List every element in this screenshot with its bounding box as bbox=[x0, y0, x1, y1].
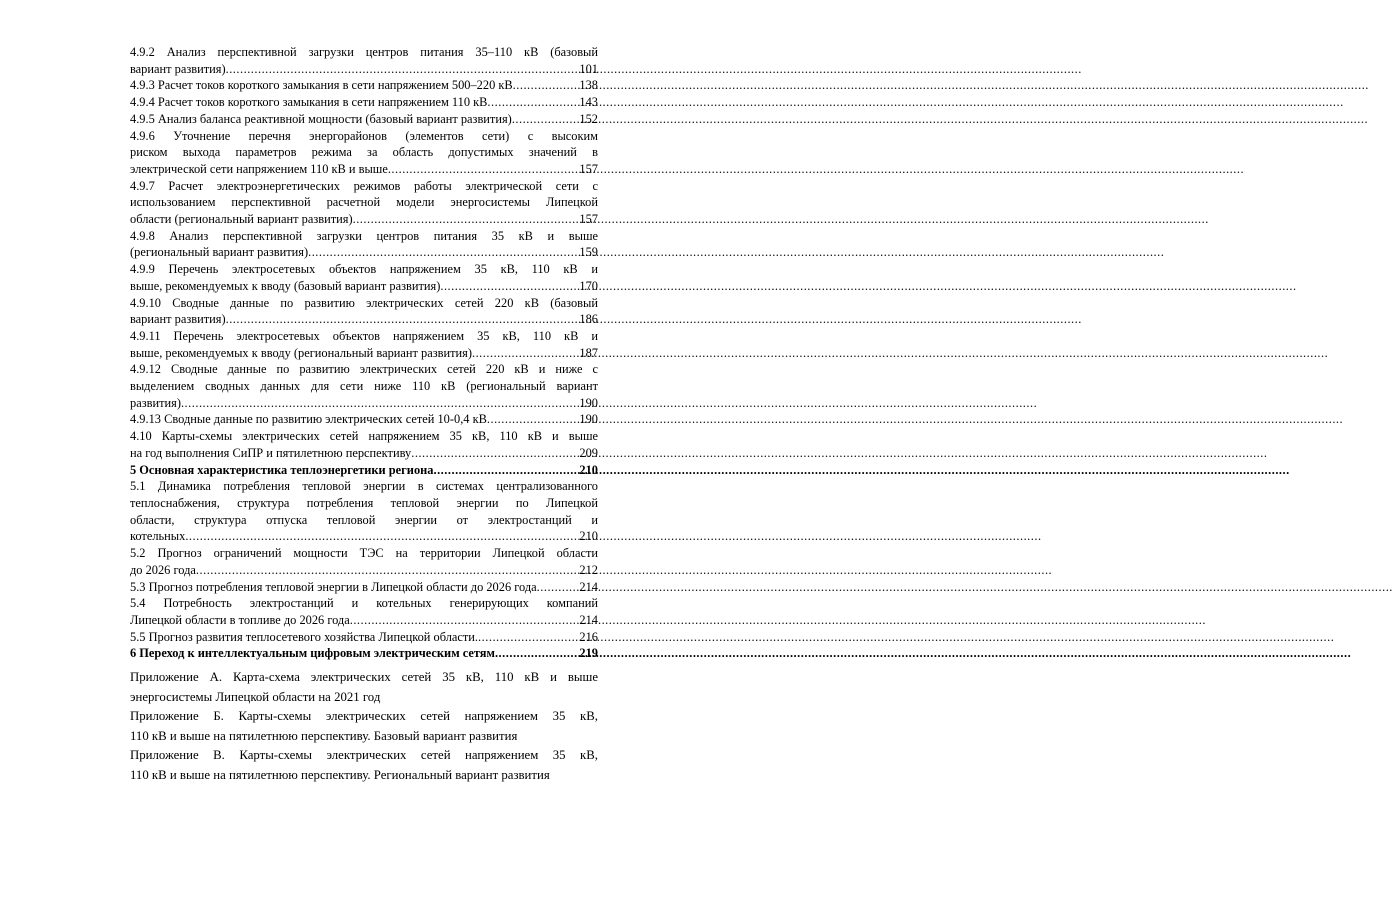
toc-page-number: 210 bbox=[579, 462, 598, 477]
appendix-title-line-1: Приложение А. Карта-схема электрических сетей 35 кВ, 110 кВ и выше bbox=[130, 670, 598, 685]
toc-entry[interactable] bbox=[130, 44, 598, 77]
toc-entry[interactable] bbox=[130, 228, 598, 261]
toc-entry[interactable] bbox=[130, 645, 598, 662]
toc-page-number: 187 bbox=[579, 345, 598, 360]
toc-entry-text-line: выделением сводных данных для сети ниже 110 кВ (региональный вариант bbox=[130, 379, 598, 394]
toc-page-number: 101 bbox=[579, 61, 598, 76]
toc-entry[interactable] bbox=[130, 462, 598, 479]
toc-page-number: 190 bbox=[579, 395, 598, 410]
toc-entry-text-line: риском выхода параметров режима за область допустимых значений в bbox=[130, 145, 598, 160]
toc-entry-text-line: использованием перспективной расчетной модели энергосистемы Липецкой bbox=[130, 195, 598, 210]
dot-leader bbox=[411, 445, 578, 462]
dot-leader bbox=[495, 645, 578, 662]
toc-entry-text-line: теплоснабжения, структура потребления тепловой энергии по Липецкой bbox=[130, 495, 598, 510]
dot-leader bbox=[308, 244, 578, 261]
toc-entry-last-line bbox=[130, 462, 598, 479]
toc-entry-title: 4.9.4 Расчет токов короткого замыкания в сети напряжением 110 кВ bbox=[130, 95, 488, 110]
toc-entry[interactable] bbox=[130, 545, 598, 578]
toc-entry-text-line: 5.1 Динамика потребления тепловой энергии в системах централизованного bbox=[130, 479, 598, 494]
toc-page-number: 143 bbox=[579, 95, 598, 110]
dot-leader bbox=[226, 311, 579, 328]
dot-leader bbox=[487, 94, 578, 111]
toc-page-number: 186 bbox=[579, 312, 598, 327]
dot-leader bbox=[478, 629, 578, 646]
dot-leader bbox=[226, 61, 579, 78]
toc-entry-last-line bbox=[130, 345, 598, 362]
toc-entry-last-line bbox=[130, 445, 598, 462]
toc-entry-title: выше, рекомендуемых к вводу (региональный вариант развития) bbox=[130, 345, 472, 360]
toc-page-number: 214 bbox=[579, 579, 598, 594]
dot-leader bbox=[440, 278, 578, 295]
table-of-contents bbox=[130, 44, 598, 785]
toc-entry-last-line bbox=[130, 311, 598, 328]
dot-leader bbox=[181, 395, 578, 412]
appendix-entry[interactable] bbox=[130, 707, 598, 746]
toc-entry-last-line bbox=[130, 579, 598, 596]
toc-entry[interactable] bbox=[130, 579, 598, 596]
toc-entry-text-line: области, структура отпуска тепловой энергии от электростанций и bbox=[130, 512, 598, 527]
toc-entry-title: развития) bbox=[130, 395, 181, 410]
dot-leader bbox=[185, 528, 578, 545]
toc-entry-text-line: 4.9.8 Анализ перспективной загрузки центров питания 35 кВ и выше bbox=[130, 228, 598, 243]
toc-entry-last-line bbox=[130, 612, 598, 629]
toc-entry-title: вариант развития) bbox=[130, 312, 226, 327]
toc-entry-text-line: 4.9.9 Перечень электросетевых объектов напряжением 35 кВ, 110 кВ и bbox=[130, 262, 598, 277]
appendix-title-line-1: Приложение В. Карты-схемы электрических сетей напряжением 35 кВ, bbox=[130, 748, 598, 763]
toc-entry-title: выше, рекомендуемых к вводу (базовый вариант развития) bbox=[130, 278, 441, 293]
toc-entry[interactable] bbox=[130, 128, 598, 178]
toc-entry-text-line: 5.2 Прогноз ограничений мощности ТЭС на территории Липецкой области bbox=[130, 546, 598, 561]
toc-entry-title: электрической сети напряжением 110 кВ и выше bbox=[130, 161, 388, 176]
toc-entry-title: (региональный вариант развития) bbox=[130, 245, 309, 260]
toc-entry-last-line bbox=[130, 211, 598, 228]
appendix-title-line-2: энергосистемы Липецкой области на 2021 год bbox=[130, 689, 381, 704]
toc-entry-last-line bbox=[130, 77, 598, 94]
toc-entry-text-line: 4.9.12 Сводные данные по развитию электрических сетей 220 кВ и ниже с bbox=[130, 362, 598, 377]
toc-entry-last-line bbox=[130, 645, 598, 662]
toc-entry-title: до 2026 года bbox=[130, 562, 196, 577]
toc-page-number: 212 bbox=[579, 562, 598, 577]
dot-leader bbox=[353, 211, 579, 228]
toc-page-number: 170 bbox=[579, 278, 598, 293]
toc-entry-title: котельных bbox=[130, 529, 186, 544]
toc-entry[interactable] bbox=[130, 295, 598, 328]
toc-entry-text-line: 4.9.11 Перечень электросетевых объектов напряжением 35 кВ, 110 кВ и bbox=[130, 328, 598, 343]
toc-page-number: 209 bbox=[579, 445, 598, 460]
dot-leader bbox=[196, 562, 579, 579]
toc-entry[interactable] bbox=[130, 595, 598, 628]
dot-leader bbox=[388, 161, 579, 178]
toc-page-number: 157 bbox=[579, 161, 598, 176]
toc-entry-text-line: 4.9.10 Сводные данные по развитию электрических сетей 220 кВ (базовый bbox=[130, 295, 598, 310]
toc-entry-last-line bbox=[130, 629, 598, 646]
toc-entry[interactable] bbox=[130, 411, 598, 428]
toc-entry[interactable] bbox=[130, 178, 598, 228]
appendix-title-line-1: Приложение Б. Карты-схемы электрических сетей напряжением 35 кВ, bbox=[130, 709, 598, 724]
toc-entry-last-line bbox=[130, 395, 598, 412]
toc-page-number: 157 bbox=[579, 212, 598, 227]
toc-entry-last-line bbox=[130, 528, 598, 545]
toc-entry-last-line bbox=[130, 278, 598, 295]
toc-entry[interactable] bbox=[130, 629, 598, 646]
toc-page-number: 210 bbox=[579, 529, 598, 544]
toc-entry-title: 5 Основная характеристика теплоэнергетики региона bbox=[130, 462, 434, 477]
dot-leader bbox=[472, 345, 578, 362]
toc-entry-text-line: 4.10 Карты-схемы электрических сетей напряжением 35 кВ, 110 кВ и выше bbox=[130, 429, 598, 444]
toc-entry-title: Липецкой области в топливе до 2026 года bbox=[130, 612, 350, 627]
toc-entry-last-line bbox=[130, 94, 598, 111]
dot-leader bbox=[537, 579, 579, 596]
toc-entry-text-line: 4.9.7 Расчет электроэнергетических режимов работы электрической сети с bbox=[130, 178, 598, 193]
dot-leader bbox=[513, 77, 579, 94]
toc-page-number: 190 bbox=[579, 412, 598, 427]
toc-entry-title: 6 Переход к интеллектуальным цифровым электрическим сетям bbox=[130, 646, 495, 661]
toc-page-number: 152 bbox=[579, 111, 598, 126]
toc-page-number: 216 bbox=[579, 629, 598, 644]
toc-page-number: 214 bbox=[579, 612, 598, 627]
toc-entry-text-line: 5.4 Потребность электростанций и котельных генерирующих компаний bbox=[130, 596, 598, 611]
dot-leader bbox=[512, 111, 579, 128]
dot-leader bbox=[433, 462, 578, 479]
toc-page-number: 159 bbox=[579, 245, 598, 260]
appendix-title-line-2: 110 кВ и выше на пятилетнюю перспективу. Базовый вариант развития bbox=[130, 728, 518, 743]
toc-entry-title: 4.9.13 Сводные данные по развитию электрических сетей 10-0,4 кВ bbox=[130, 412, 487, 427]
toc-entry-last-line bbox=[130, 411, 598, 428]
appendix-entry[interactable] bbox=[130, 746, 598, 785]
toc-entry-title: 4.9.5 Анализ баланса реактивной мощности (базовый вариант развития) bbox=[130, 111, 512, 126]
toc-entry[interactable] bbox=[130, 428, 598, 461]
toc-entry-text-line: 4.9.2 Анализ перспективной загрузки центров питания 35–110 кВ (базовый bbox=[130, 45, 598, 59]
toc-entry-last-line bbox=[130, 161, 598, 178]
toc-entry-title: 5.5 Прогноз развития теплосетевого хозяйства Липецкой области. bbox=[130, 629, 479, 644]
toc-entry[interactable] bbox=[130, 478, 598, 545]
toc-entry[interactable] bbox=[130, 361, 598, 411]
toc-entry-title: 5.3 Прогноз потребления тепловой энергии в Липецкой области до 2026 года bbox=[130, 579, 537, 594]
toc-entry-last-line bbox=[130, 244, 598, 261]
toc-entry[interactable] bbox=[130, 261, 598, 294]
toc-entry[interactable] bbox=[130, 328, 598, 361]
toc-entry-text-line: 4.9.6 Уточнение перечня энергорайонов (элементов сети) с высоким bbox=[130, 128, 598, 143]
toc-page-number: 219 bbox=[579, 646, 598, 661]
toc-entry[interactable] bbox=[130, 77, 598, 94]
appendix-entry[interactable] bbox=[130, 668, 598, 707]
toc-entry-title: вариант развития) bbox=[130, 61, 226, 76]
toc-entry-title: области (региональный вариант развития) bbox=[130, 212, 353, 227]
toc-entry-title: 4.9.3 Расчет токов короткого замыкания в сети напряжением 500–220 кВ bbox=[130, 78, 513, 93]
appendix-title-line-2: 110 кВ и выше на пятилетнюю перспективу. Региональный вариант развития bbox=[130, 767, 550, 782]
toc-entry-last-line bbox=[130, 111, 598, 128]
toc-entry-last-line bbox=[130, 562, 598, 579]
dot-leader bbox=[350, 612, 579, 629]
dot-leader bbox=[487, 411, 579, 428]
toc-entry[interactable] bbox=[130, 111, 598, 128]
toc-entry-title: на год выполнения СиПР и пятилетнюю перспективу bbox=[130, 445, 412, 460]
toc-entry[interactable] bbox=[130, 94, 598, 111]
toc-entry-last-line bbox=[130, 61, 598, 78]
toc-page-number: 138 bbox=[579, 78, 598, 93]
